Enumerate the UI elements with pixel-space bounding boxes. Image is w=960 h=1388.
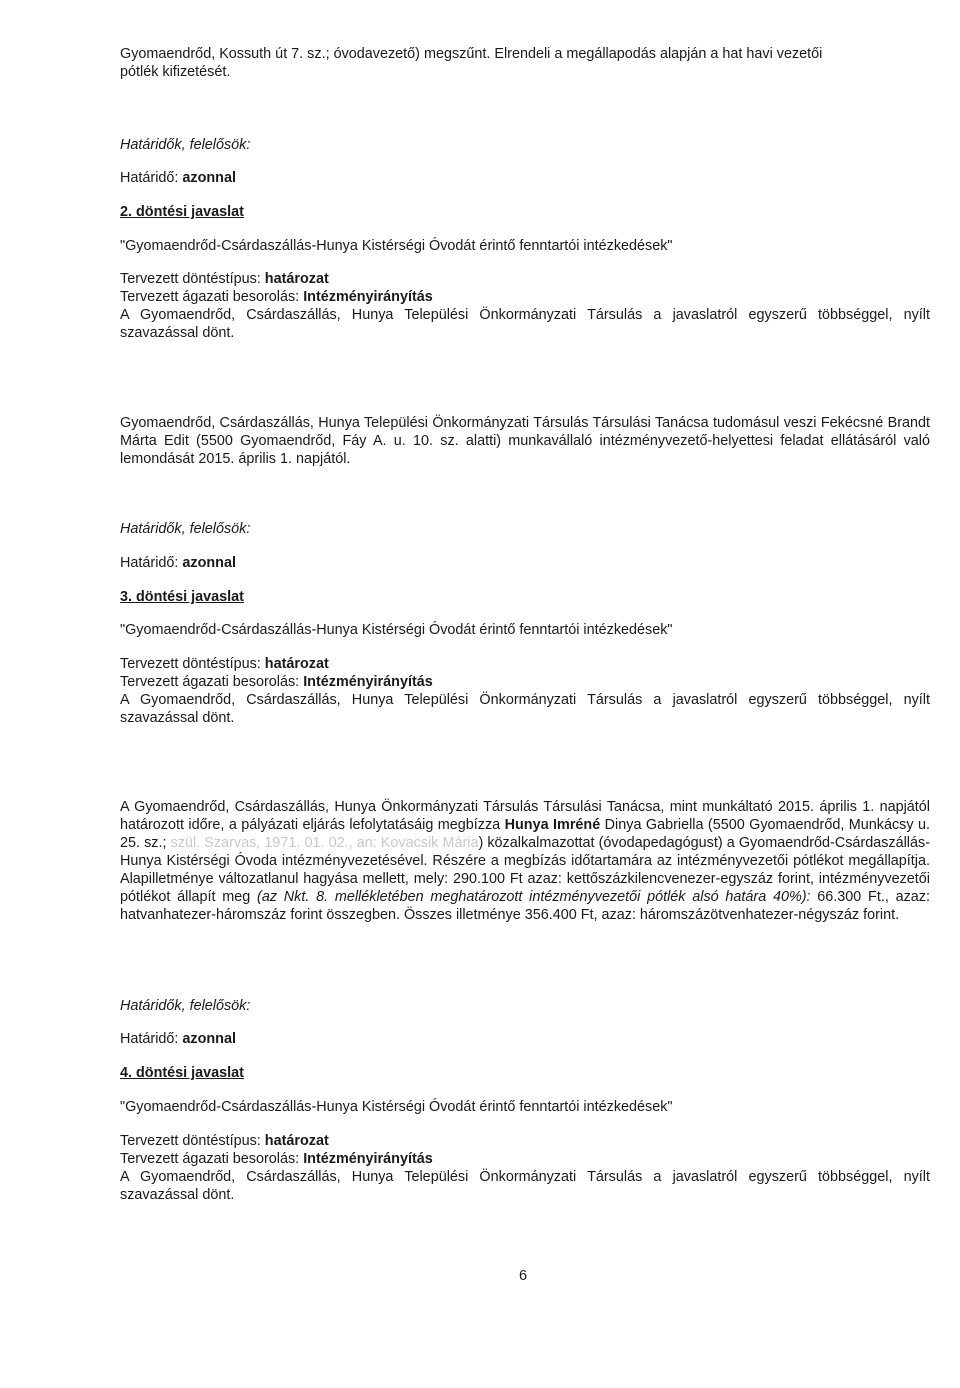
proposal-4-type [120,1132,930,1150]
type-value: határozat [264,1133,329,1149]
sector-label: Tervezett ágazati besorolás: [120,674,304,690]
type-label: Tervezett döntéstípus: [120,1133,265,1149]
proposal-2-title: 2. döntési javaslat [120,204,244,220]
res-part-b: Dinya Gabriella (5500 Gyomaendrőd, Munkácsy u. 25. sz.; [120,817,930,851]
deadline-header-3: Határidők, felelősök: [120,998,251,1014]
deadline-label: Határidő: [120,1031,183,1047]
proposal-2-type [120,270,930,288]
type-label: Tervezett döntéstípus: [120,271,265,287]
proposal-2-subject: "Gyomaendrőd-Csárdaszállás-Hunya Kistérségi Óvodát érintő fenntartói intézkedések" [120,238,673,254]
intro-paragraph [120,45,930,81]
proposal-2-resolution: Gyomaendrőd, Csárdaszállás, Hunya Települési Önkormányzati Társulás Társulási Tanácsa tudomásul veszi Fekécsné Brandt Márta Edit (5500 Gyomaendrőd, Fáy A. u. 10. sz. alatti) munkavállaló intézményvezető-helyettesi feladat ellátásáról való lemondását 2015. április 1. napjától. [120,415,930,467]
res-part-c: ) közalkalmazottat (óvodapedagógust) a Gyomaendrőd-Csárdaszállás-Hunya Kistérségi Óvoda intézményvezetésével. Részére a megbízás időtartamára az intézményvezetői pótlékot megállapítja. Alapilletménye változatlanul hagyása mellett, mely: 290.100 Ft azaz: kettőszázkilencvenezer-egyszáz forint, intézményvezetői pótlékot állapít meg [120,835,930,905]
sector-value: Intézményirányítás [303,289,433,305]
type-value: határozat [264,271,329,287]
redacted-personal-data: szül. Szarvas, 1971. 01. 02., an: Kovacsik Mária [170,835,479,851]
res-part-a: A Gyomaendrőd, Csárdaszállás, Hunya Önkormányzati Társulás Társulási Tanácsa, mint munkáltató 2015. április 1. napjától határozott időre, a pályázati eljárás lefolytatásáig megbízza [120,799,930,833]
intro-line-1: Gyomaendrőd, Kossuth út 7. sz.; óvodavezető) megszűnt. Elrendeli a megállapodás alapján a hat havi vezetői [120,46,823,62]
proposal-4-title: 4. döntési javaslat [120,1065,244,1081]
proposal-3-vote: A Gyomaendrőd, Csárdaszállás, Hunya Települési Önkormányzati Társulás a javaslatról egyszerű többséggel, nyílt szavazással dönt. [120,692,930,726]
proposal-2-sector [120,288,930,306]
type-value: határozat [264,656,329,672]
deadline-header-1: Határidők, felelősök: [120,137,251,153]
sector-label: Tervezett ágazati besorolás: [120,289,304,305]
intro-line-2: pótlék kifizetését. [120,64,231,80]
proposal-4-title-row [120,1064,930,1082]
proposal-3-subject: "Gyomaendrőd-Csárdaszállás-Hunya Kistérségi Óvodát érintő fenntartói intézkedések" [120,622,673,638]
proposal-3-type [120,655,930,673]
proposal-3-title: 3. döntési javaslat [120,589,244,605]
res-part-d: 66.300 Ft., azaz: hatvanhatezer-háromszáz forint összegben. Összes illetménye 356.400 Ft, azaz: háromszázötvenhatezer-négyszáz forint. [120,889,930,923]
deadline-line-1 [120,169,930,187]
type-label: Tervezett döntéstípus: [120,656,265,672]
proposal-4-vote: A Gyomaendrőd, Csárdaszállás, Hunya Települési Önkormányzati Társulás a javaslatról egyszerű többséggel, nyílt szavazással dönt. [120,1169,930,1203]
sector-value: Intézményirányítás [303,1151,433,1167]
res-italic-note: (az Nkt. 8. mellékletében meghatározott intézményvezetői pótlék alsó határa 40%): [257,889,811,905]
deadline-line-2 [120,554,930,572]
appointee-name: Hunya Imréné [504,817,601,833]
deadline-label: Határidő: [120,170,183,186]
deadline-header-2: Határidők, felelősök: [120,521,251,537]
proposal-3-sector [120,673,930,691]
proposal-2-vote: A Gyomaendrőd, Csárdaszállás, Hunya Települési Önkormányzati Társulás a javaslatról egyszerű többséggel, nyílt szavazással dönt. [120,307,930,341]
proposal-4-subject: "Gyomaendrőd-Csárdaszállás-Hunya Kistérségi Óvodát érintő fenntartói intézkedések" [120,1099,673,1115]
proposal-3-resolution [120,798,930,924]
sector-value: Intézményirányítás [303,674,433,690]
deadline-label: Határidő: [120,555,183,571]
page-number: 6 [519,1268,528,1284]
deadline-value: azonnal [182,170,236,186]
proposal-4-sector [120,1150,930,1168]
sector-label: Tervezett ágazati besorolás: [120,1151,304,1167]
proposal-3-title-row [120,588,930,606]
deadline-line-3 [120,1030,930,1048]
deadline-value: azonnal [182,1031,236,1047]
deadline-value: azonnal [182,555,236,571]
proposal-2-title-row [120,203,930,221]
